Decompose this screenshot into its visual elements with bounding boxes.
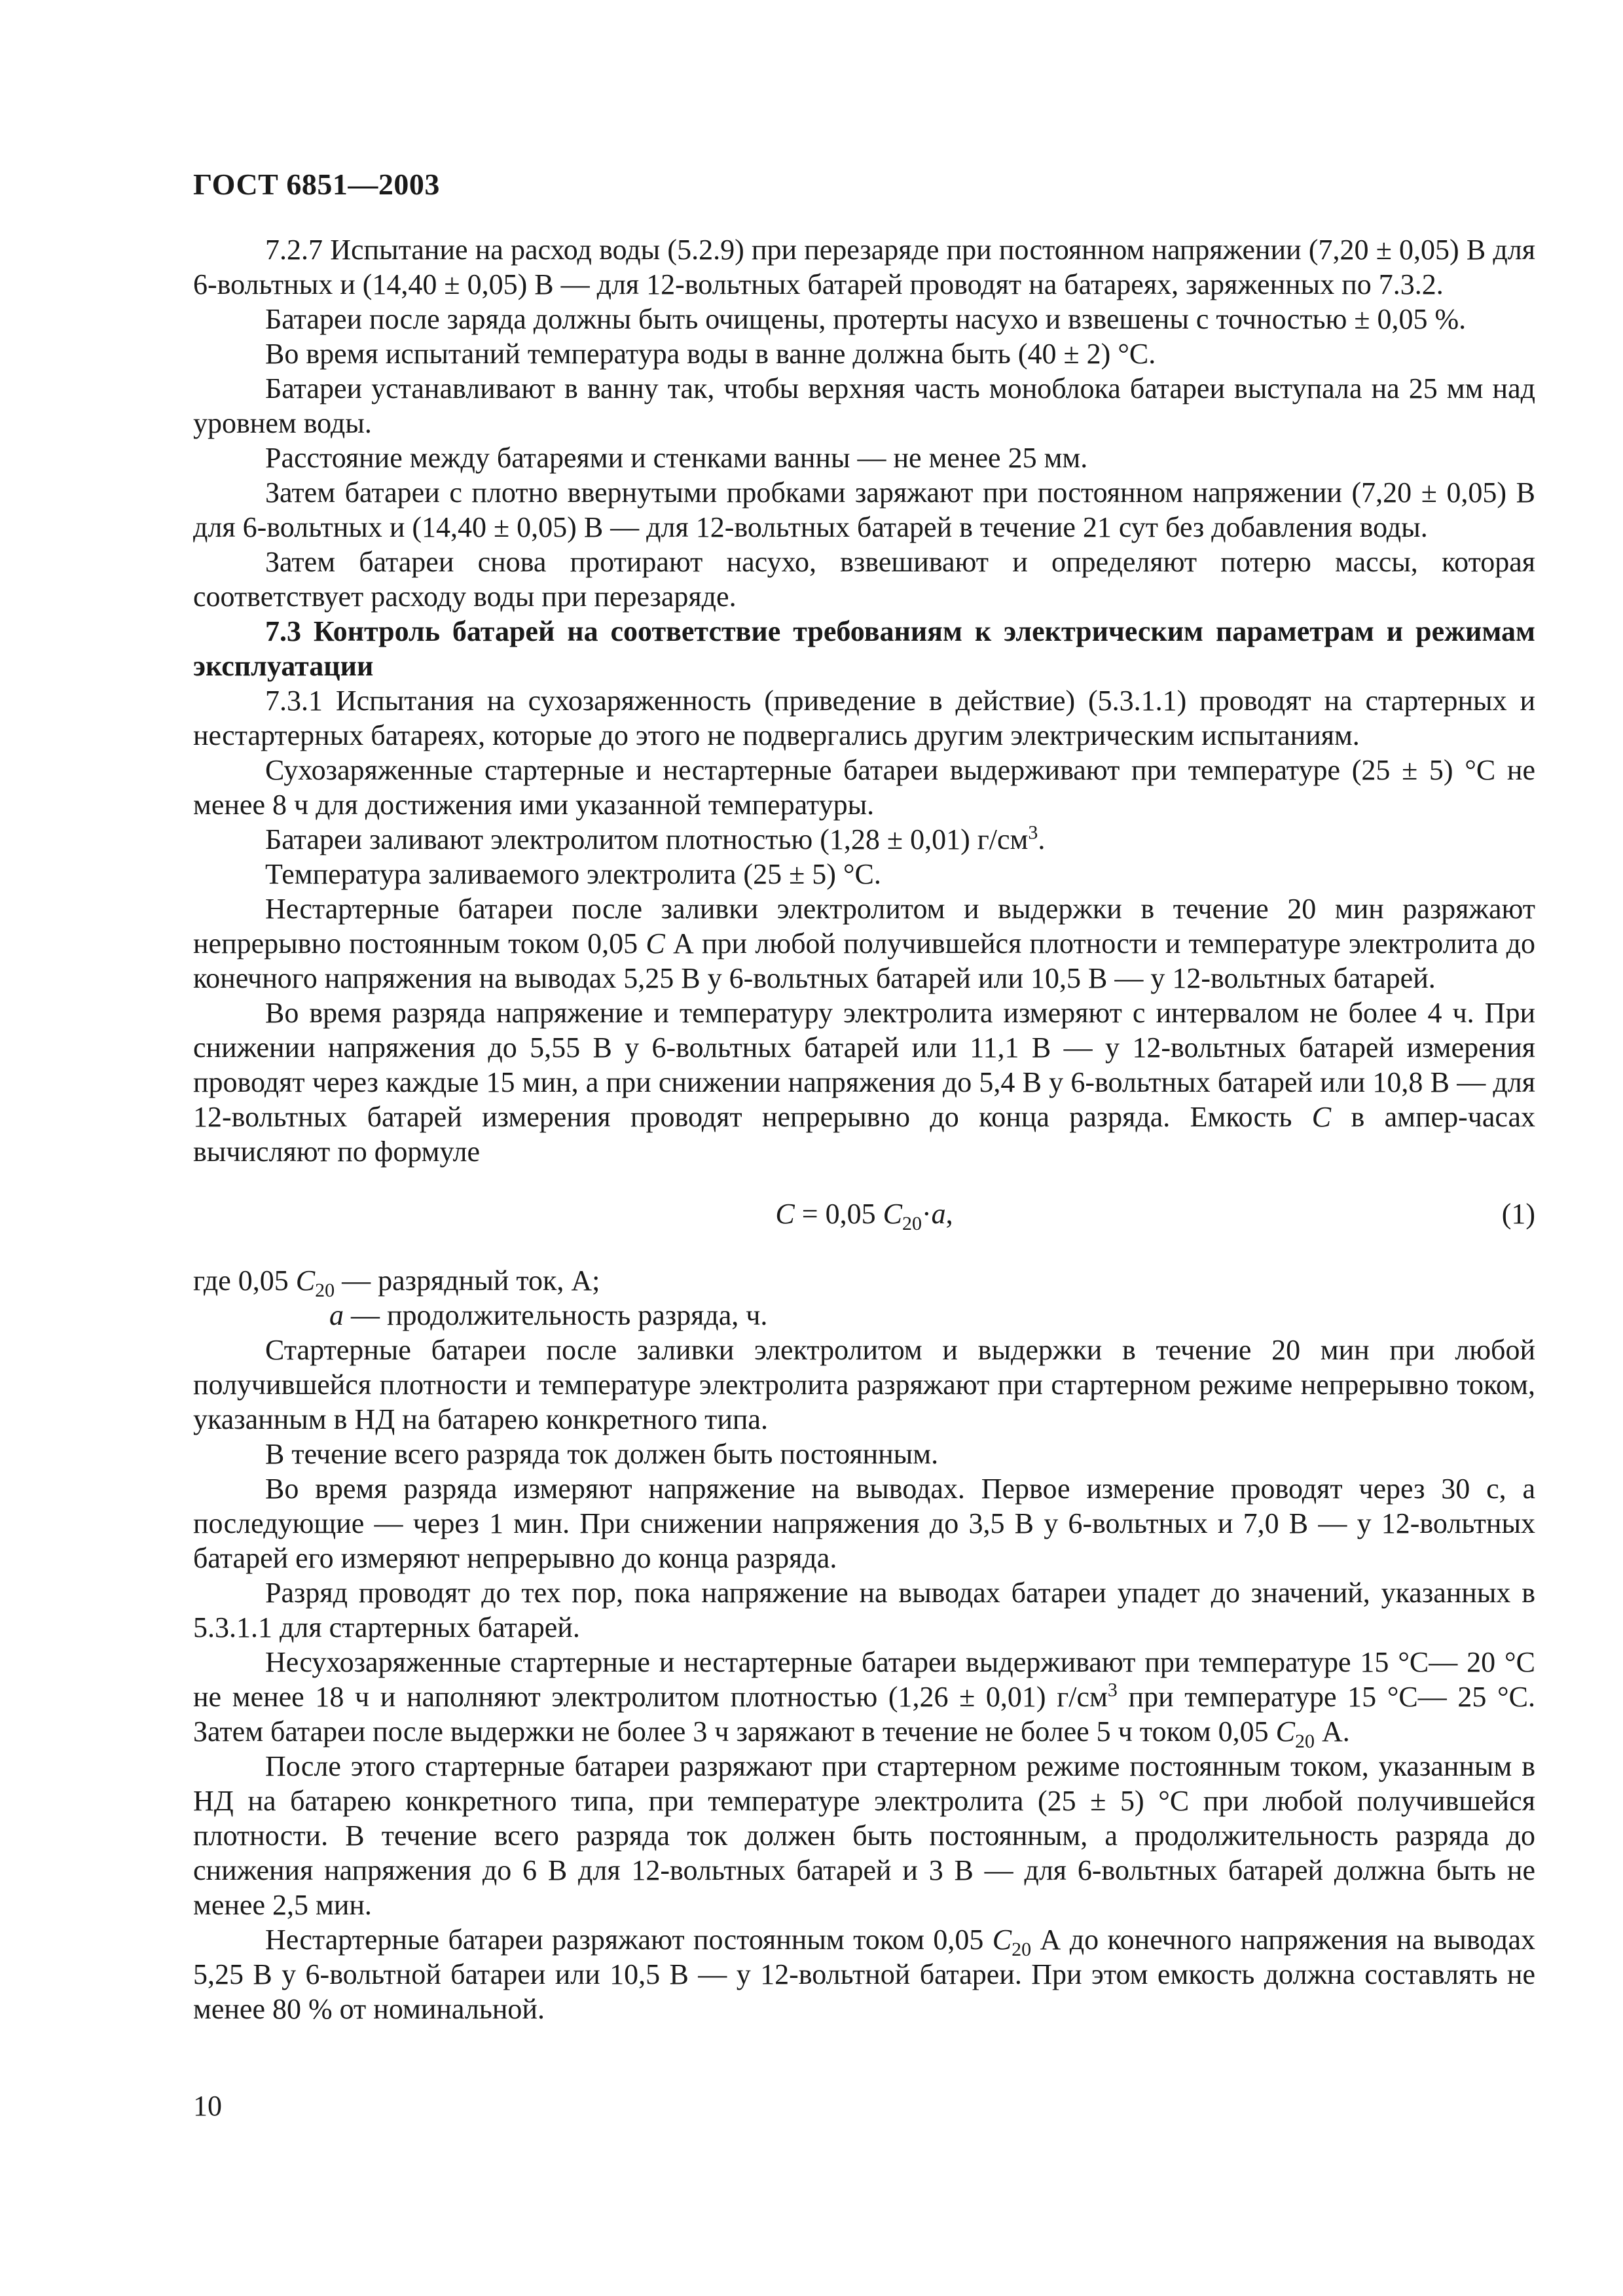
paragraph-7-2-7: 7.2.7 Испытание на расход воды (5.2.9) при перезаряде при постоянном напряжении (7,20 ± 0,05) В для 6-вольтных и (14,40 ± 0,05) В — для 12-вольтных батарей проводят на батареях, заряженных по 7.3.2. <box>193 234 1535 300</box>
text: — продолжительность разряда, ч. <box>344 1299 768 1331</box>
where-clause <box>193 1298 1535 1333</box>
text: . <box>1038 823 1046 855</box>
paragraph: В течение всего разряда ток должен быть постоянным. <box>265 1438 939 1470</box>
text: в ампер-часах вычисляют по формуле <box>193 1101 1535 1168</box>
page-number: 10 <box>193 2090 222 2122</box>
text: = 0,05 <box>794 1198 883 1230</box>
where-clause <box>193 1263 1535 1301</box>
paragraph-7-3-1: 7.3.1 Испытания на сухозаряженность (приведение в действие) (5.3.1.1) проводят на стартерных и нестартерных батареях, которые до этого не подвергались другим электрическим испытаниям. <box>193 685 1535 751</box>
text: Нестартерные батареи после заливки электролитом и выдержки в течение 20 мин разряжают непрерывно постоянным током 0,05 <box>193 893 1535 960</box>
paragraph: Стартерные батареи после заливки электролитом и выдержки в течение 20 мин при любой получившейся плотности и температуре электролита разряжают при стартерном режиме непрерывно током, указанным в НД на батарею конкретного типа. <box>193 1334 1535 1435</box>
paragraph: Температура заливаемого электролита (25 ± 5) °С. <box>265 858 881 890</box>
variable: С <box>1311 1101 1332 1133</box>
variable: С <box>295 1265 316 1297</box>
text: при температуре 15 °С— 25 °С. Затем батареи после выдержки не более 3 ч заряжают в течение не более 5 ч током 0,05 <box>193 1681 1535 1748</box>
variable: а <box>329 1299 344 1331</box>
variable: С <box>1275 1715 1295 1748</box>
text: — разрядный ток, А; <box>335 1265 600 1297</box>
subscript: 20 <box>1012 1938 1032 1960</box>
paragraph: Разряд проводят до тех пор, пока напряжение на выводах батареи упадет до значений, указанных в 5.3.1.1 для стартерных батарей. <box>193 1577 1535 1643</box>
text: где 0,05 <box>193 1265 296 1297</box>
section-heading-7-3: 7.3 Контроль батарей на соответствие требованиям к электрическим параметрам и режимам эксплуатации <box>193 615 1535 682</box>
paragraph <box>193 822 1535 857</box>
formula-expression <box>193 1196 1535 1234</box>
variable: а <box>931 1198 946 1230</box>
formula-1 <box>193 1196 1535 1242</box>
paragraph <box>193 1645 1535 1752</box>
paragraph: Батареи устанавливают в ванну так, чтобы верхняя часть моноблока батареи выступала на 25 мм над уровнем воды. <box>193 372 1535 439</box>
subscript: 20 <box>1294 1730 1315 1752</box>
text: Нестартерные батареи разряжают постоянным током 0,05 <box>265 1924 993 1956</box>
text: · <box>921 1198 932 1230</box>
paragraph: Во время испытаний температура воды в ванне должна быть (40 ± 2) °С. <box>265 338 1156 370</box>
paragraph: После этого стартерные батареи разряжают при стартерном режиме постоянным током, указанным в НД на батарею конкретного типа, при температуре электролита (25 ± 5) °С при любой получившейся плотности. В течение всего разряда ток должен быть постоянным, а продолжительность разряда до снижения напряжения до 6 В для 12-вольтных батарей и 3 В — для 6-вольтных батарей должна быть не менее 2,5 мин. <box>193 1750 1535 1921</box>
variable: С <box>883 1198 902 1230</box>
text: А до конечного напряжения на выводах 5,25 В у 6-вольтной батареи или 10,5 В — у 12-вольтной батареи. При этом емкость должна составлять не менее 80 % от номинальной. <box>193 1924 1535 2025</box>
paragraph <box>193 1922 1535 2026</box>
text: , <box>945 1198 953 1230</box>
paragraph: Во время разряда измеряют напряжение на выводах. Первое измерение проводят через 30 с, а последующие — через 1 мин. При снижении напряжения до 3,5 В у 6-вольтных и 7,0 В — у 12-вольтных батарей его измеряют непрерывно до конца разряда. <box>193 1473 1535 1574</box>
superscript: 3 <box>1028 821 1038 844</box>
variable: С <box>646 927 665 960</box>
subscript: 20 <box>315 1279 335 1301</box>
formula-number: (1) <box>1501 1198 1535 1230</box>
paragraph: Сухозаряженные стартерные и нестартерные батареи выдерживают при температуре (25 ± 5) °С не менее 8 ч для достижения ими указанной температуры. <box>193 754 1535 821</box>
paragraph: Затем батареи с плотно ввернутыми пробками заряжают при постоянном напряжении (7,20 ± 0,05) В для 6-вольтных и (14,40 ± 0,05) В — для 12-вольтных батарей в течение 21 сут без добавления воды. <box>193 476 1535 543</box>
paragraph <box>193 891 1535 996</box>
document-header: ГОСТ 6851—2003 <box>193 168 440 201</box>
variable: С <box>775 1198 795 1230</box>
subscript: 20 <box>902 1212 922 1234</box>
text: А при любой получившейся плотности и температуре электролита до конечного напряжения на выводах 5,25 В у 6-вольтных батарей или 10,5 В — у 12-вольтных батарей. <box>193 927 1535 994</box>
variable: С <box>992 1924 1012 1956</box>
text: Во время разряда напряжение и температуру электролита измеряют с интервалом не более 4 ч. При снижении напряжения до 5,55 В у 6-вольтных батарей или 11,1 В — у 12-вольтных батарей измерения проводят через каждые 15 мин, а при снижении напряжения до 5,4 В у 6-вольтных батарей или 10,8 В — для 12-вольтных батарей измерения проводят непрерывно до конца разряда. Емкость <box>193 997 1535 1133</box>
paragraph: Батареи после заряда должны быть очищены, протерты насухо и взвешены с точностью ± 0,05 %. <box>265 303 1467 335</box>
paragraph: Расстояние между батареями и стенками ванны — не менее 25 мм. <box>265 442 1088 474</box>
superscript: 3 <box>1107 1679 1118 1701</box>
paragraph: Затем батареи снова протирают насухо, взвешивают и определяют потерю массы, которая соответствует расходу воды при перезаряде. <box>193 546 1535 613</box>
text: Батареи заливают электролитом плотностью (1,28 ± 0,01) г/см <box>265 823 1029 855</box>
text: А. <box>1314 1715 1350 1748</box>
document-body <box>193 232 1535 2026</box>
text: Несухозаряженные стартерные и нестартерные батареи выдерживают при температуре 15 °С— 20 °С не менее 18 ч и наполняют электролитом плотностью (1,26 ± 0,01) г/см <box>193 1646 1535 1713</box>
paragraph <box>193 996 1535 1169</box>
